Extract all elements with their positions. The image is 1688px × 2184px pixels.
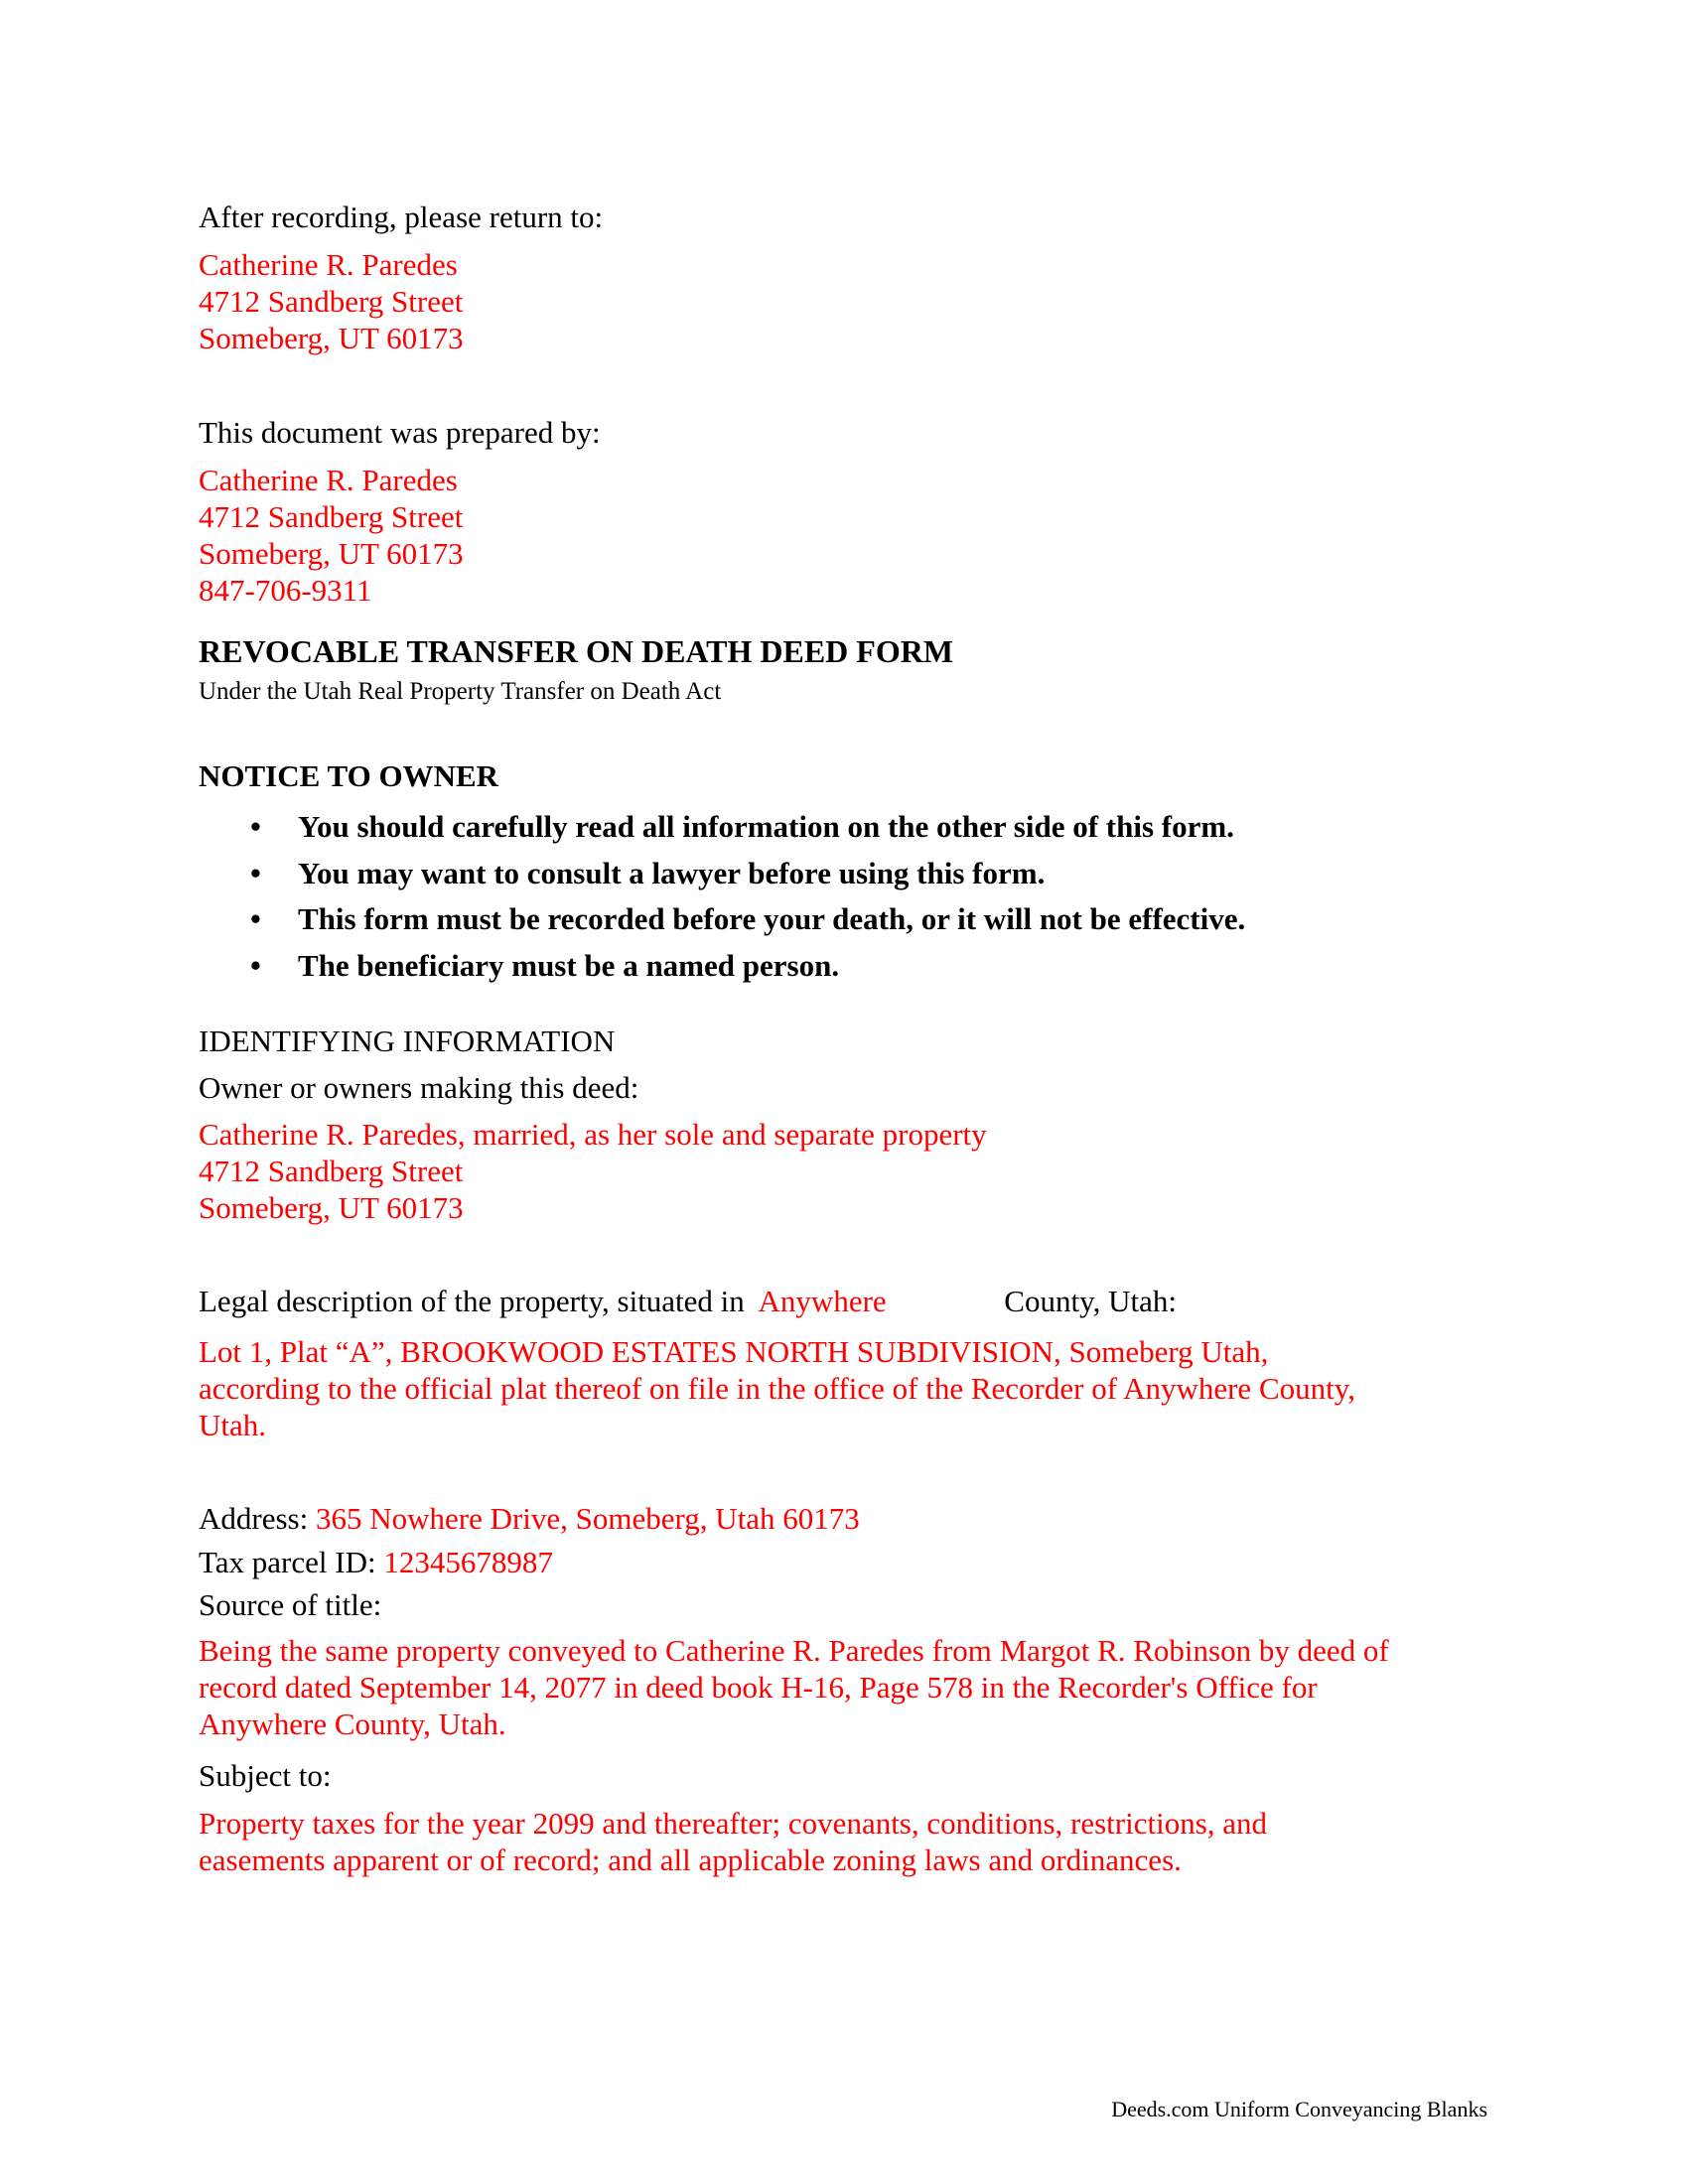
- owner-street: 4712 Sandberg Street: [199, 1154, 464, 1188]
- bullet-icon: •: [250, 901, 261, 936]
- form-title: REVOCABLE TRANSFER ON DEATH DEED FORM: [199, 633, 954, 669]
- bullet-icon: •: [250, 809, 261, 844]
- tax-parcel-line: Tax parcel ID: 12345678987: [199, 1545, 553, 1579]
- owners-label: Owner or owners making this deed:: [199, 1070, 639, 1105]
- prepared-by-phone: 847-706-9311: [199, 573, 372, 608]
- address-line: Address: 365 Nowhere Drive, Someberg, Utah 60173: [199, 1501, 860, 1536]
- prepared-by-street: 4712 Sandberg Street: [199, 499, 464, 534]
- subject-label: Subject to:: [199, 1758, 332, 1793]
- source-of-title: Being the same property conveyed to Catherine R. Paredes from Margot R. Robinson by deed of record dated September 14, 2077 in deed book H-16, Page 578 in the Recorder's Office for Anywhere County, Utah.: [199, 1633, 1389, 1741]
- identifying-heading: IDENTIFYING INFORMATION: [199, 1024, 616, 1058]
- source-label: Source of title:: [199, 1587, 382, 1622]
- return-to-address: [199, 246, 464, 356]
- return-to-label: After recording, please return to:: [199, 200, 604, 234]
- address-value: 365 Nowhere Drive, Someberg, Utah 60173: [315, 1501, 860, 1536]
- prepared-by-label: This document was prepared by:: [199, 415, 601, 450]
- notice-item: • This form must be recorded before your death, or it will not be effective.: [199, 896, 1245, 943]
- legal-label: Legal description of the property, situated in Anywhere County, Utah:: [199, 1284, 1177, 1318]
- owner-line: Catherine R. Paredes, married, as her sole and separate property: [199, 1117, 987, 1152]
- prepared-by-address: [199, 462, 464, 609]
- form-subtitle: Under the Utah Real Property Transfer on Death Act: [199, 678, 722, 705]
- return-to-street: 4712 Sandberg Street: [199, 284, 464, 319]
- notice-item: • You should carefully read all information on the other side of this form.: [199, 804, 1245, 851]
- return-to-name: Catherine R. Paredes: [199, 247, 458, 282]
- bullet-icon: •: [250, 947, 261, 983]
- notice-item: • You may want to consult a lawyer before using this form.: [199, 851, 1245, 897]
- return-to-city: Someberg, UT 60173: [199, 321, 464, 355]
- legal-description: Lot 1, Plat “A”, BROOKWOOD ESTATES NORTH SUBDIVISION, Someberg Utah, according to the official plat thereof on file in the office of the Recorder of Anywhere County, Utah.: [199, 1334, 1355, 1442]
- prepared-by-name: Catherine R. Paredes: [199, 463, 458, 497]
- notice-heading: NOTICE TO OWNER: [199, 758, 499, 793]
- notice-item: • The beneficiary must be a named person.: [199, 943, 1245, 990]
- prepared-by-city: Someberg, UT 60173: [199, 536, 464, 571]
- subject-to: Property taxes for the year 2099 and thereafter; covenants, conditions, restrictions, and easements apparent or of record; and all applicable zoning laws and ordinances.: [199, 1806, 1268, 1877]
- tax-parcel-value: 12345678987: [383, 1545, 553, 1579]
- owner-block: [199, 1116, 987, 1226]
- owner-city: Someberg, UT 60173: [199, 1190, 464, 1225]
- footer-text: Deeds.com Uniform Conveyancing Blanks: [1111, 2097, 1487, 2121]
- bullet-icon: •: [250, 855, 261, 890]
- county-field: Anywhere: [758, 1284, 887, 1318]
- notice-list: [199, 804, 1245, 989]
